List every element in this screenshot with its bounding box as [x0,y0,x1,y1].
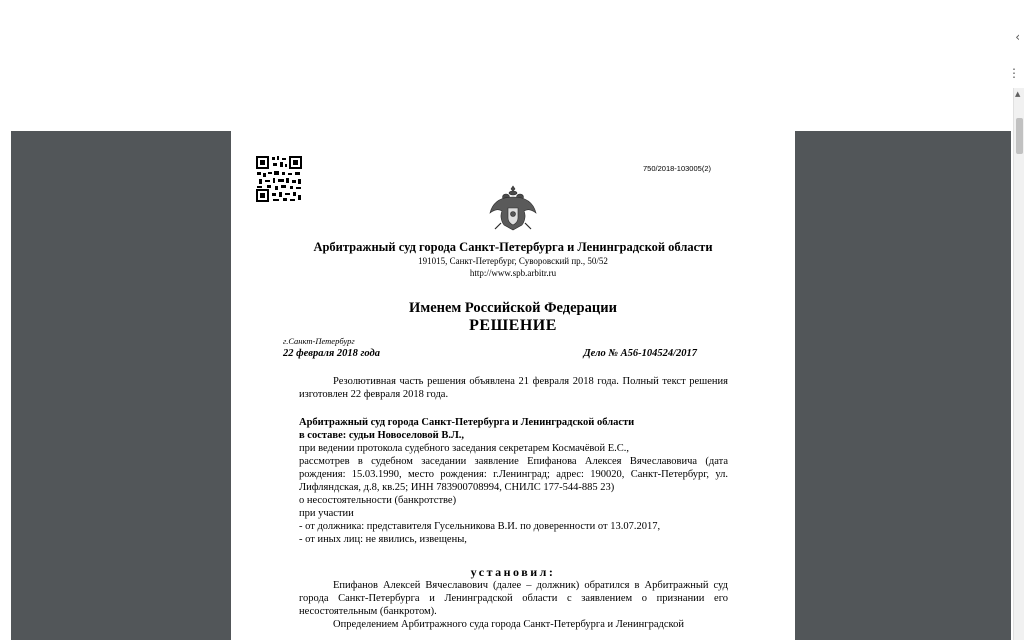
pdf-viewer[interactable] [11,131,1011,640]
vertical-scrollbar[interactable] [1013,88,1024,640]
close-side-panel-icon[interactable]: ‹ [1015,30,1020,44]
court-address: 191015, Санкт-Петербург, Суворовский пр., 50/52 [418,256,608,266]
document-code: 750/2018-103005(2) [643,164,711,173]
coat-of-arms-emblem-icon [487,183,539,235]
body-paragraph: Епифанов Алексей Вячеславович (далее – должник) обратился в Арбитражный суд города Санкт-Петербурга и Ленинградской области с заявлением о признании его несостоятельным (банкротом). [299,580,728,617]
scroll-up-icon[interactable]: ▲ [1015,90,1021,98]
viewer-top-area [0,0,1024,131]
judge-line: в составе: судьи Новоселовой В.Л., [299,430,465,441]
insolvency-line: о несостоятельности (банкротстве) [299,495,457,506]
court-name-heading: Арбитражный суд города Санкт-Петербурга и Ленинградской области [313,240,713,254]
document-page [231,131,795,640]
considered-paragraph: рассмотрев в судебном заседании заявление Епифанова Алексея Вячеславовича (дата рождения: 15.03.1990, место рождения: г.Ленинград; адрес: 190020, Санкт-Петербург, ул. Лифляндская, д.8, кв.25; ИНН 783900708994, СНИЛС 177-544-885 23) [299,456,728,493]
decision-date: 22 февраля 2018 года [283,348,380,359]
participation-line: при участии [299,508,354,519]
debtor-line: - от должника: представителя Гусельникова В.И. по доверенности от 13.07.2017, [299,521,661,532]
decision-title: РЕШЕНИЕ [469,317,557,334]
qr-code-icon [255,155,303,203]
court-composition-line: Арбитражный суд города Санкт-Петербурга и Ленинградской области [299,417,635,428]
in-the-name-heading: Именем Российской Федерации [409,300,617,316]
city-label: г.Санкт-Петербург [283,336,355,346]
resolution-paragraph: Резолютивная часть решения объявлена 21 февраля 2018 года. Полный текст решения изготовлен 22 февраля 2018 года. [299,376,728,400]
court-website: http://www.spb.arbitr.ru [469,268,557,278]
established-heading: установил: [470,565,556,579]
scrollbar-thumb[interactable] [1016,118,1023,154]
secretary-line: при ведении протокола судебного заседания секретарем Космачёвой Е.С., [299,443,630,454]
body-paragraph-cut: Определением Арбитражного суда города Санкт-Петербурга и Ленинградской [333,619,684,630]
case-number: Дело № А56-104524/2017 [583,348,697,359]
more-options-icon[interactable]: ⋮ [1008,66,1020,80]
others-line: - от иных лиц: не явились, извещены, [299,534,467,545]
